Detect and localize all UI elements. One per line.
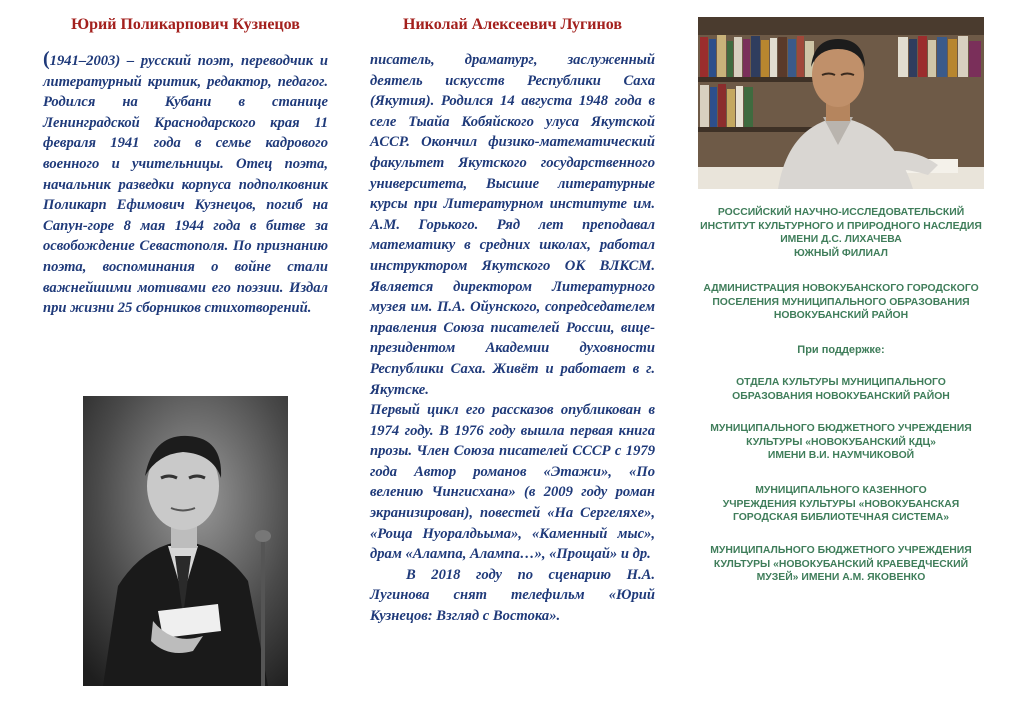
org-culture-department bbox=[698, 376, 984, 403]
org-library-system bbox=[698, 484, 984, 525]
org6-line-1: МУНИЦИПАЛЬНОГО БЮДЖЕТНОГО УЧРЕЖДЕНИЯ bbox=[710, 545, 972, 556]
org1-line-4: ЮЖНЫЙ ФИЛИАЛ bbox=[794, 247, 888, 259]
org-museum bbox=[698, 544, 984, 585]
luginov-bio-paragraph-1: писатель, драматург, заслуженный деятель искусств Республики Саха (Якутия). Родился 14 августа 1948 года в селе Тыайа Кобяйского улуса Якутской АССР. Окончил физико-математический факультет Якутского государственного университета, Высшие литературные курсы при Литературном институте им. А.М. Горького. Ряд лет преподавал математику в средних школах, работал инструктором Якутского ОК ВЛКСМ. Является директором Литературного музея им. П.А. Ойунского, сопредседателем правления Союза писателей России, вице-президентом Академии духовности Республики Саха. Живёт и работает в г. Якутске. bbox=[370, 52, 655, 398]
org3-line-2: ОБРАЗОВАНИЯ НОВОКУБАНСКИЙ РАЙОН bbox=[732, 390, 950, 402]
kuznetsov-bio-text: 1941–2003) – русский поэт, переводчик и литературный критик, редактор, педагог. Родился на Кубани в станице Ленинградской Краснодарского края 11 февраля 1941 года в семье кадрового военного и учительницы. Отец поэта, начальник разведки корпуса подполковник Поликарп Ефимович Кузнецов, погиб на Сапун-горе 8 мая 1944 года в битве за освобождение Севастополя. По признанию поэта, воспоминания о войне стали важнейшими мотивами его поэзии. Издал при жизни 25 сборников стихотворений. bbox=[43, 53, 328, 317]
org2-line-2: ПОСЕЛЕНИЯ МУНИЦИПАЛЬНОГО ОБРАЗОВАНИЯ bbox=[712, 296, 970, 308]
bio-open-paren: ( bbox=[43, 48, 50, 70]
org5-line-1: МУНИЦИПАЛЬНОГО КАЗЕННОГО bbox=[755, 485, 927, 496]
org4-line-3: ИМЕНИ В.И. НАУМЧИКОВОЙ bbox=[767, 450, 915, 462]
org2-line-1: АДМИНИСТРАЦИЯ НОВОКУБАНСКОГО ГОРОДСКОГО bbox=[703, 283, 979, 294]
org2-line-3: НОВОКУБАНСКИЙ РАЙОН bbox=[773, 310, 909, 322]
kuznetsov-bio bbox=[43, 49, 328, 319]
org1-line-1: РОССИЙСКИЙ НАУЧНО-ИССЛЕДОВАТЕЛЬСКИЙ bbox=[717, 207, 965, 218]
kuznetsov-heading: Юрий Поликарпович Кузнецов bbox=[71, 16, 300, 33]
luginov-bio-paragraph-2: Первый цикл его рассказов опубликован в 1974 году. В 1976 году вышла первая книга прозы. Член Союза писателей СССР с 1979 года Автор романов «Этажи», «По велению Чингисхана» (в 2009 году роман экранизирован), повестей «На Сергеляхе», «Роща Нуоралдьыма», «Каменный мыс», драм «Алампа, Алампа…», «Прощай» и др. bbox=[370, 402, 655, 563]
org6-line-2: КУЛЬТУРЫ «НОВОКУБАНСКИЙ КРАЕВЕДЧЕСКИЙ bbox=[713, 558, 969, 570]
luginov-bio-paragraph-3: В 2018 году по сценарию Н.А. Лугинова снят телефильм «Юрий Кузнецов: Взгляд с Востока». bbox=[370, 566, 655, 625]
org5-line-2: УЧРЕЖДЕНИЯ КУЛЬТУРЫ «НОВОКУБАНСКАЯ bbox=[722, 498, 960, 510]
luginov-photo bbox=[698, 17, 984, 189]
org-kdc bbox=[698, 422, 984, 463]
org-administration bbox=[698, 282, 984, 323]
org-lihachev-institute bbox=[698, 206, 984, 260]
org1-line-3: ИМЕНИ Д.С. ЛИХАЧЕВА bbox=[780, 234, 902, 246]
luginov-heading: Николай Алексеевич Лугинов bbox=[403, 16, 622, 33]
kuznetsov-photo bbox=[83, 396, 288, 686]
org5-line-3: ГОРОДСКАЯ БИБЛИОТЕЧНАЯ СИСТЕМА» bbox=[732, 512, 950, 524]
org4-line-2: КУЛЬТУРЫ «НОВОКУБАНСКИЙ КДЦ» bbox=[746, 436, 936, 448]
luginov-bio bbox=[370, 50, 655, 627]
org6-line-3: МУЗЕЙ» ИМЕНИ А.М. ЯКОВЕНКО bbox=[756, 572, 926, 584]
org4-line-1: МУНИЦИПАЛЬНОГО БЮДЖЕТНОГО УЧРЕЖДЕНИЯ bbox=[710, 423, 972, 434]
support-label: При поддержке: bbox=[797, 344, 885, 356]
org1-line-2: ИНСТИТУТ КУЛЬТУРНОГО И ПРИРОДНОГО НАСЛЕДИЯ bbox=[700, 220, 982, 232]
org3-line-1: ОТДЕЛА КУЛЬТУРЫ МУНИЦИПАЛЬНОГО bbox=[736, 377, 946, 388]
